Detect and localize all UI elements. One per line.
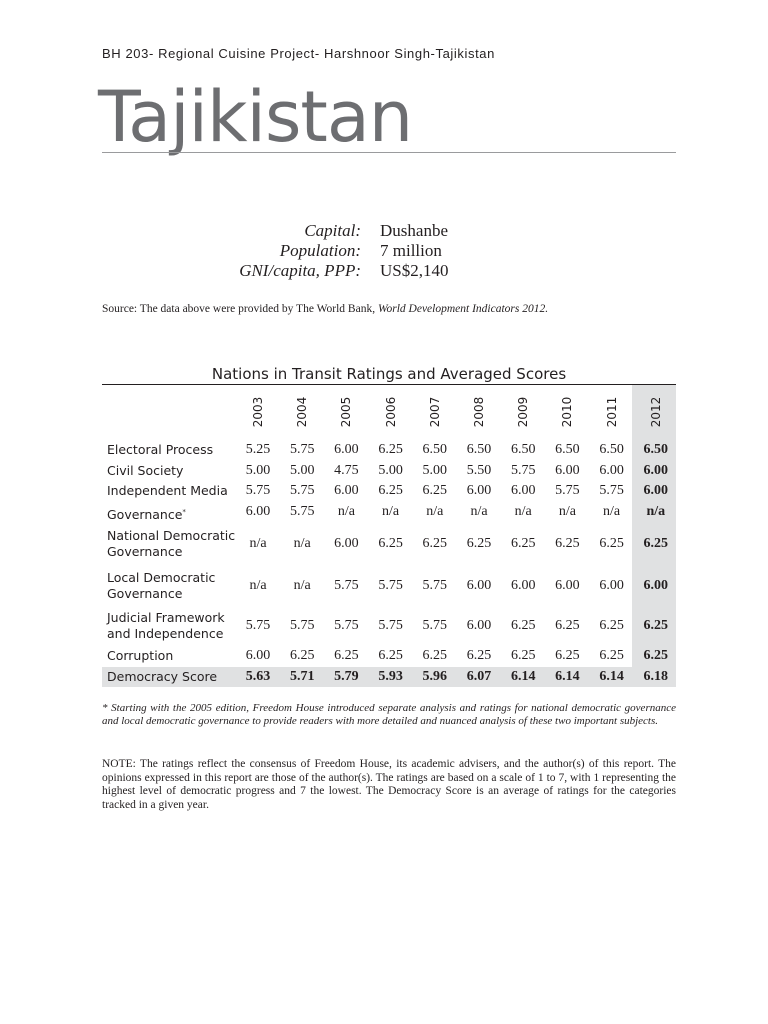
rating-cell: 6.00	[510, 577, 536, 593]
document-header: BH 203- Regional Cuisine Project- Harshnoor Singh-Tajikistan	[102, 46, 495, 61]
fact-label: Population:	[279, 241, 361, 260]
rating-cell: 5.93	[378, 668, 403, 684]
footnote-marker: *	[182, 507, 186, 516]
row-category-line: Local Democratic	[107, 569, 216, 585]
row-category-line: Governance	[107, 543, 183, 559]
rating-cell: 6.25	[422, 535, 448, 551]
rating-cell: 6.25	[422, 647, 448, 663]
rating-cell: 5.75	[599, 483, 624, 498]
rating-cell: 5.00	[422, 462, 448, 478]
rating-cell: 6.25	[643, 617, 669, 633]
row-category	[107, 610, 225, 642]
rating-cell: n/a	[249, 577, 267, 593]
rating-cell: 6.50	[555, 442, 580, 457]
rating-cell: 5.75	[289, 442, 315, 457]
year-header-row	[102, 385, 676, 440]
rating-cell: 6.50	[422, 442, 448, 457]
rating-cell: 6.00	[334, 483, 359, 498]
rating-cell: 6.50	[599, 442, 624, 457]
rating-cell: 5.71	[289, 668, 315, 684]
rating-cell: 6.00	[599, 462, 624, 478]
year-header	[472, 392, 486, 432]
rating-cell: 6.25	[555, 617, 580, 633]
table-row	[102, 645, 676, 666]
rating-cell: 5.75	[289, 617, 315, 633]
rating-cell: 6.00	[555, 462, 580, 478]
rating-cell: 6.00	[466, 483, 492, 498]
year-label: 2006	[383, 396, 398, 428]
rating-cell: 5.75	[289, 483, 315, 498]
rating-cell: 6.25	[378, 535, 403, 551]
rating-cell: 5.25	[245, 442, 271, 457]
rating-cell: 5.75	[334, 577, 359, 593]
row-category-text: Electoral Process	[107, 442, 214, 457]
rating-cell: n/a	[514, 503, 532, 519]
rating-cell: 5.79	[334, 668, 359, 684]
row-category-text: Independent Media	[107, 483, 228, 498]
fact-value: Dushanbe	[380, 221, 448, 240]
year-label: 2004	[295, 396, 310, 428]
ratings-note: NOTE: The ratings reflect the consensus of Freedom House, its academic advisers, and the author(s) of this report. The opinions expressed in this report are those of the author(s). The ratings are based on a scale of 1 to 7, with 1 representing the highest level of democratic progress and 7 the lowest. The Democracy Score is an average of ratings for the categories tracked in a given year.	[102, 758, 676, 811]
table-row	[102, 565, 676, 606]
year-header	[251, 392, 265, 432]
fact-capital	[0, 221, 768, 241]
year-header	[516, 392, 530, 432]
rating-cell: n/a	[249, 535, 267, 551]
table-row	[102, 501, 676, 522]
rating-cell: n/a	[470, 503, 488, 519]
rating-cell: 6.00	[643, 577, 669, 593]
rating-cell: 6.25	[555, 647, 580, 663]
rating-cell: 6.00	[466, 577, 492, 593]
rating-cell: 5.75	[422, 617, 448, 633]
year-label: 2003	[251, 396, 265, 428]
rating-cell: 6.25	[555, 535, 580, 551]
row-category	[107, 528, 235, 560]
row-category-line: and Independence	[107, 625, 224, 641]
year-header	[295, 392, 309, 432]
rating-cell: 6.25	[466, 647, 492, 663]
source-publication: World Development Indicators 2012.	[377, 303, 549, 315]
table-row	[102, 666, 676, 687]
rating-cell: 6.25	[510, 647, 536, 663]
row-category	[107, 442, 213, 458]
row-category-text: Civil Society	[107, 462, 184, 478]
row-category	[107, 648, 173, 664]
year-label: 2008	[472, 396, 486, 428]
row-category-line: Judicial Framework	[107, 609, 225, 625]
country-title: Tajikistan	[98, 76, 413, 158]
rating-cell: 5.75	[289, 503, 315, 519]
year-label: 2009	[516, 396, 531, 428]
row-category-text: Corruption	[107, 647, 174, 663]
rating-cell: 6.25	[422, 483, 448, 498]
rating-cell: 6.00	[334, 442, 359, 457]
rating-cell: 6.25	[289, 647, 315, 663]
table-row	[102, 440, 676, 460]
rating-cell: 6.25	[599, 647, 624, 663]
rating-cell: 6.25	[378, 647, 403, 663]
rating-cell: 5.75	[245, 483, 271, 498]
rating-cell: 6.14	[599, 668, 624, 684]
rating-cell: 5.75	[510, 462, 536, 478]
year-label: 2010	[560, 396, 575, 428]
rating-cell: 6.25	[378, 483, 403, 498]
ratings-table	[102, 385, 676, 687]
table-row	[102, 460, 676, 481]
table-row	[102, 606, 676, 645]
rating-cell: 5.96	[422, 668, 448, 684]
fact-population	[0, 241, 768, 261]
row-category-text: Governance	[107, 506, 183, 522]
rating-cell: 6.25	[334, 647, 359, 663]
row-category-line: Governance	[107, 585, 183, 601]
table-row	[102, 522, 676, 565]
fact-value: 7 million	[380, 241, 442, 260]
fact-gni	[0, 261, 768, 281]
rating-cell: n/a	[293, 577, 311, 593]
rating-cell: 6.25	[643, 535, 669, 551]
rating-cell: 6.18	[643, 668, 669, 684]
rating-cell: 6.25	[599, 535, 624, 551]
year-header	[384, 392, 398, 432]
rating-cell: 6.50	[643, 442, 669, 457]
rating-cell: 6.25	[378, 442, 403, 457]
rating-cell: n/a	[646, 503, 666, 519]
rating-cell: 6.50	[466, 442, 492, 457]
rating-cell: 5.75	[334, 617, 359, 633]
rating-cell: 6.25	[599, 617, 624, 633]
rating-cell: 6.00	[643, 483, 669, 498]
year-label: 2012	[648, 396, 663, 428]
rating-cell: 6.00	[643, 462, 669, 478]
rating-cell: n/a	[603, 503, 621, 519]
year-header	[605, 392, 619, 432]
rating-cell: 6.00	[510, 483, 536, 498]
rating-cell: 6.00	[245, 503, 271, 519]
rating-cell: n/a	[293, 535, 311, 551]
row-category	[107, 483, 228, 499]
row-category	[107, 570, 215, 602]
year-label: 2007	[427, 396, 442, 428]
rating-cell: 6.00	[555, 577, 580, 593]
rating-cell: 5.75	[422, 577, 448, 593]
table-row	[102, 481, 676, 501]
source-text: Source: The data above were provided by The World Bank,	[102, 303, 378, 315]
rating-cell: 6.25	[510, 617, 536, 633]
year-header	[649, 392, 663, 432]
fact-label: GNI/capita, PPP:	[239, 261, 361, 280]
row-category	[107, 463, 183, 479]
rating-cell: n/a	[337, 503, 355, 519]
rating-cell: 6.25	[510, 535, 536, 551]
rating-cell: 6.50	[510, 442, 536, 457]
year-header	[339, 392, 353, 432]
fact-label: Capital:	[304, 221, 361, 240]
source-note	[102, 303, 548, 315]
rating-cell: 5.63	[245, 668, 271, 684]
rating-cell: 6.00	[599, 577, 624, 593]
year-header	[560, 392, 574, 432]
rating-cell: 5.00	[289, 462, 315, 478]
table-title: Nations in Transit Ratings and Averaged Scores	[211, 365, 567, 383]
year-label: 2011	[604, 396, 619, 428]
rating-cell: 5.00	[245, 462, 271, 478]
rating-cell: n/a	[382, 503, 400, 519]
rating-cell: 5.75	[378, 617, 403, 633]
rating-cell: 6.00	[245, 647, 271, 663]
row-category	[107, 504, 186, 523]
rating-cell: 5.00	[378, 462, 403, 478]
rating-cell: 6.14	[510, 668, 536, 684]
rating-cell: 5.75	[245, 617, 271, 633]
rating-cell: 5.50	[466, 462, 492, 478]
rating-cell: n/a	[558, 503, 576, 519]
rating-cell: 6.25	[643, 647, 669, 663]
rating-cell: 6.00	[334, 535, 359, 551]
title-divider	[102, 152, 676, 153]
rating-cell: n/a	[426, 503, 444, 519]
row-category	[107, 669, 217, 685]
rating-cell: 6.07	[466, 668, 492, 684]
rating-cell: 5.75	[378, 577, 403, 593]
row-category-line: National Democratic	[107, 527, 236, 543]
fact-value: US$2,140	[380, 261, 449, 280]
row-category-text: Democracy Score	[107, 668, 218, 684]
rating-cell: 4.75	[334, 462, 359, 478]
footnote: * Starting with the 2005 edition, Freedom House introduced separate analysis and ratings for national democratic governance and local democratic governance to provide readers with more detailed and nuanced analysis of these two important subjects.	[102, 702, 676, 727]
rating-cell: 6.00	[466, 617, 492, 633]
year-label: 2005	[339, 396, 354, 428]
rating-cell: 6.25	[466, 535, 492, 551]
rating-cell: 5.75	[555, 483, 580, 498]
country-facts	[0, 221, 768, 281]
year-header	[428, 392, 442, 432]
rating-cell: 6.14	[555, 668, 580, 684]
